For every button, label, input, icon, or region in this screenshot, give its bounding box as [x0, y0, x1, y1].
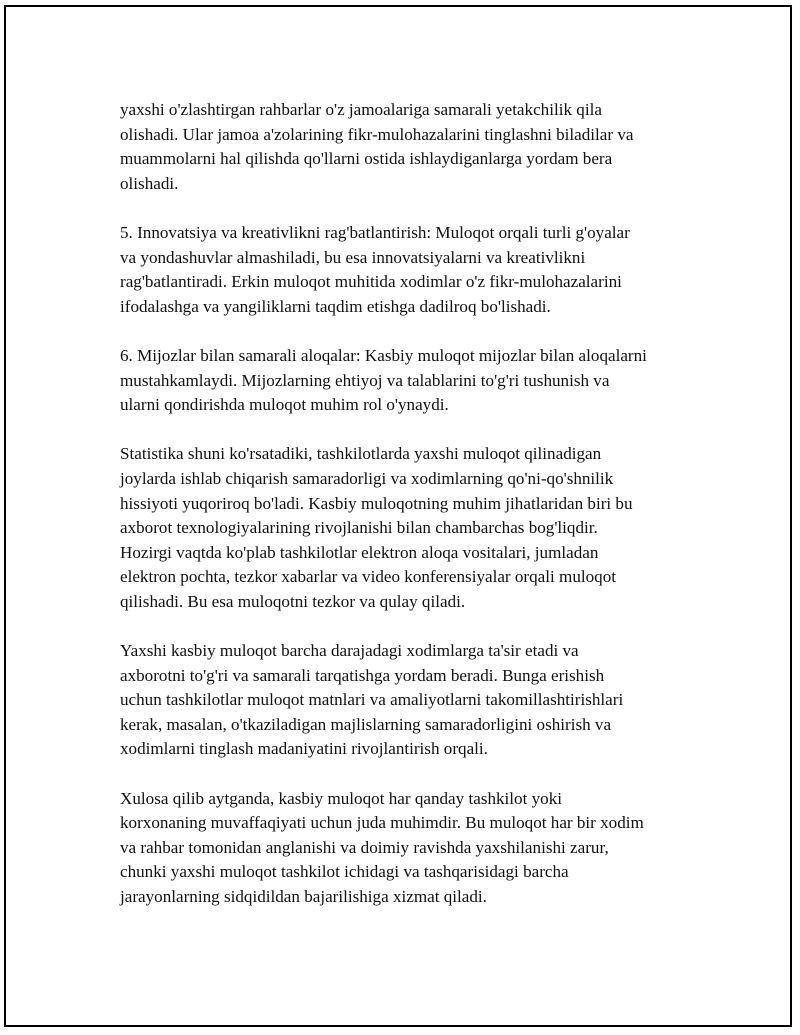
document-body [120, 98, 700, 934]
document-page [4, 5, 792, 1027]
paragraph-innovation: 5. Innovatsiya va kreativlikni rag'batlantirish: Muloqot orqali turli g'oyalar va yondashuvlar almashiladi, bu esa innovatsiyalarni va kreativlikni rag'batlantiradi. Erkin muloqot muhitida xodimlar o'z fikr-mulohazalarini ifodalashga va yangiliklarni taqdim etishga dadilroq bo'lishadi. [120, 222, 630, 316]
paragraph-clients: 6. Mijozlar bilan samarali aloqalar: Kasbiy muloqot mijozlar bilan aloqalarni mustahkamlaydi. Mijozlarning ehtiyoj va talablarini to'g'ri tushunish va ularni qondirishda muloqot muhim rol o'ynaydi. [120, 345, 647, 415]
paragraph-statistics: Statistika shuni ko'rsatadiki, tashkilotlarda yaxshi muloqot qilinadigan joylarda ishlab chiqarish samaradorligi va xodimlarning qo'ni-qo'shnilik hissiyoti yuqoriroq bo'ladi. Kasbiy muloqotning muhim jihatlaridan biri bu axborot texnologiyalarining rivojlanishi bilan chambarchas bog'liqdir. Hozirgi vaqtda ko'plab tashkilotlar elektron aloqa vositalari, jumladan elektron pochta, tezkor xabarlar va video konferensiyalar orqali muloqot qilishadi. Bu esa muloqotni tezkor va qulay qiladi. [120, 444, 633, 611]
paragraph-conclusion: Xulosa qilib aytganda, kasbiy muloqot har qanday tashkilot yoki korxonaning muvaffaqiyati uchun juda muhimdir. Bu muloqot har bir xodim va rahbar tomonidan anglanishi va doimiy ravishda yaxshilanishi zarur, chunki yaxshi muloqot tashkilot ichidagi va tashqarisidagi barcha jarayonlarning sidqidildan bajarilishiga xizmat qiladi. [120, 788, 644, 906]
paragraph-good-communication: Yaxshi kasbiy muloqot barcha darajadagi xodimlarga ta'sir etadi va axborotni to'g'ri va samarali tarqatishga yordam beradi. Bunga erishish uchun tashkilotlar muloqot matnlari va amaliyotlarni takomillashtirishlari kerak, masalan, o'tkaziladigan majlislarning samaradorligini oshirish va xodimlarni tinglash madaniyatini rivojlantirish orqali. [120, 641, 624, 759]
paragraph-leadership: yaxshi o'zlashtirgan rahbarlar o'z jamoalariga samarali yetakchilik qila olishadi. Ular jamoa a'zolarining fikr-mulohazalarini tinglashni biladilar va muammolarni hal qilishda qo'llarni ostida ishlaydiganlarga yordam bera olishadi. [120, 100, 634, 193]
